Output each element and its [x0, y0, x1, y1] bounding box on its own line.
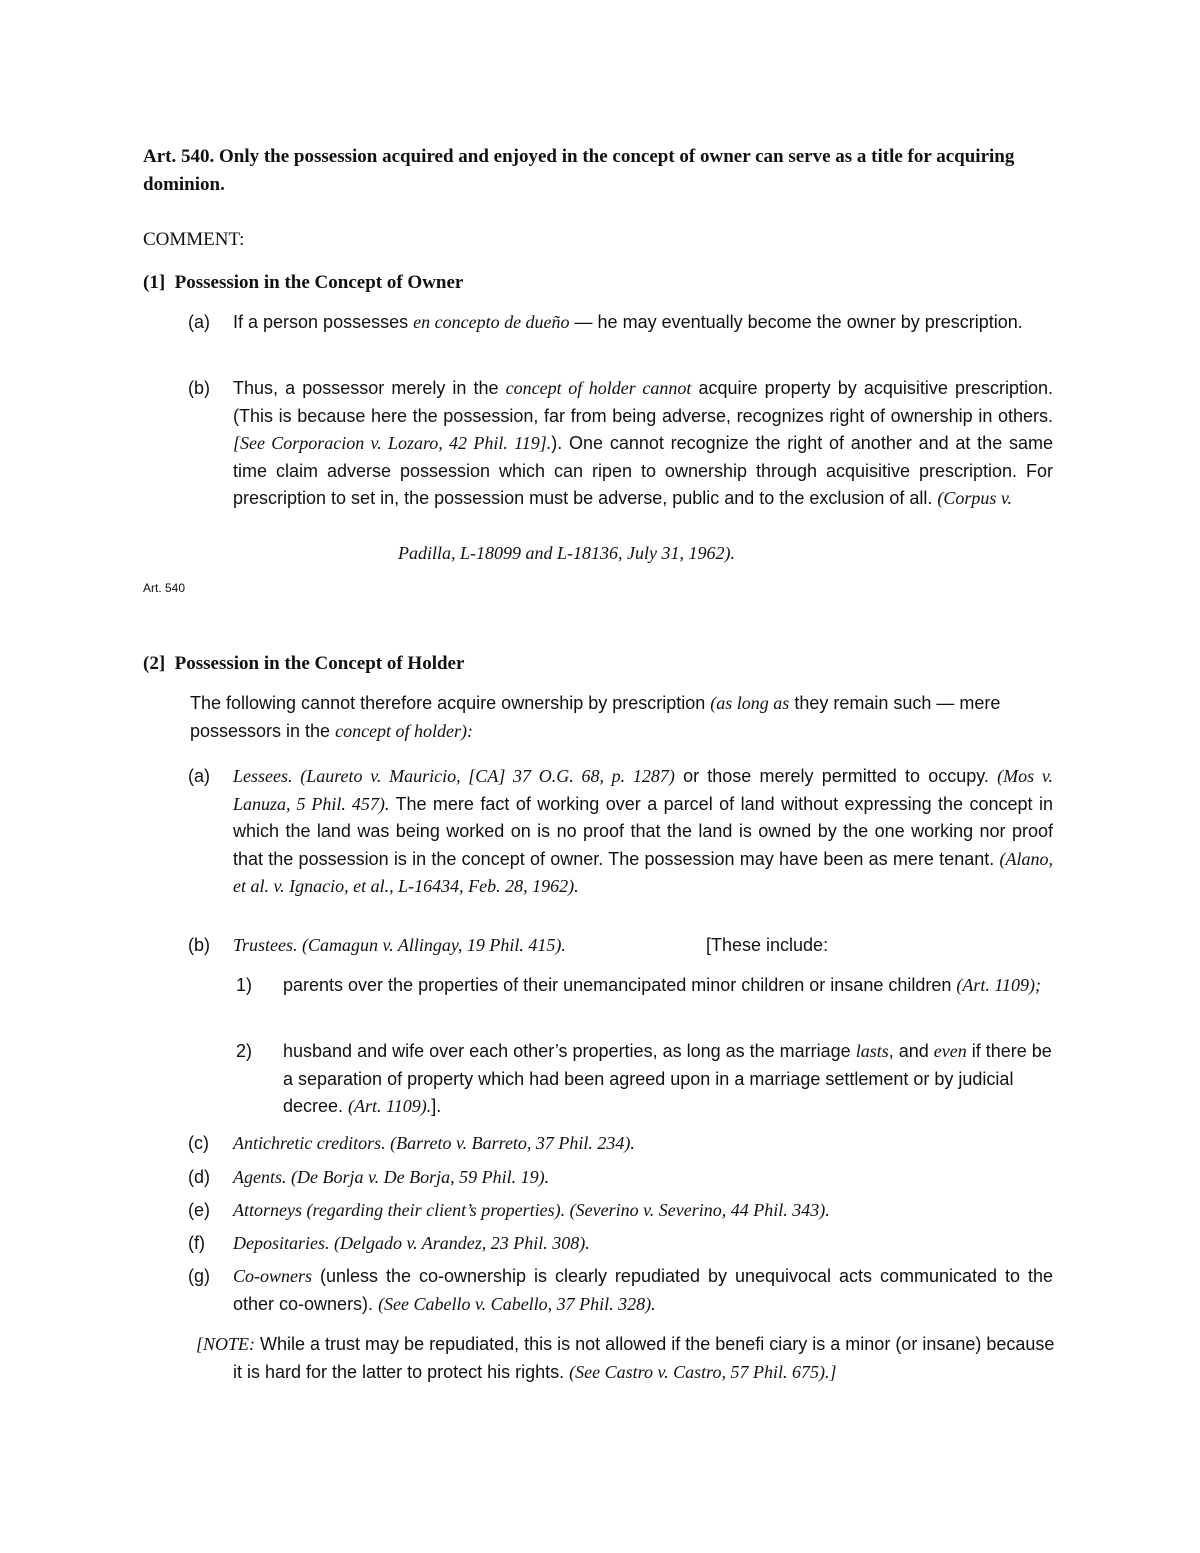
item-2g-label: (g)	[188, 1266, 210, 1286]
comment-label: COMMENT:	[143, 229, 245, 250]
item-1a-label: (a)	[188, 312, 210, 332]
sub-1-text: parents over the properties of their unemancipated minor children or insane children (Art. 1109);	[283, 975, 1042, 995]
sub-2-text: husband and wife over each other’s properties, as long as the marriage lasts, and even if there be a separation of property which had been agreed upon in a marriage settlement or by judicial decree. (Art. 1109).].	[283, 1041, 1052, 1116]
item-2e-label: (e)	[188, 1200, 210, 1220]
item-2a-label: (a)	[188, 766, 210, 786]
item-2b-label: (b)	[188, 935, 210, 955]
item-2e-text: Attorneys (regarding their client’s properties). (Severino v. Severino, 44 Phil. 343).	[233, 1200, 830, 1220]
item-2d-text: Agents. (De Borja v. De Borja, 59 Phil. 19).	[233, 1167, 550, 1187]
section2-heading	[143, 653, 464, 675]
item-2g-text: Co-owners (unless the co-ownership is clearly repudiated by unequivocal acts communicated to the other co-owners). (See Cabello v. Cabello, 37 Phil. 328).	[233, 1266, 1053, 1314]
sub-1-label: 1)	[236, 975, 253, 995]
section1-title: Possession in the Concept of Owner	[174, 272, 464, 293]
item-1a-text: If a person possesses en concepto de dueño — he may eventually become the owner by prescription.	[233, 312, 1023, 332]
item-2b-text: Trustees. (Camagun v. Allingay, 19 Phil. 415).	[233, 935, 566, 955]
item-2f-text: Depositaries. (Delgado v. Arandez, 23 Phil. 308).	[233, 1233, 590, 1253]
item-2c-text: Antichretic creditors. (Barreto v. Barreto, 37 Phil. 234).	[233, 1133, 635, 1153]
item-1b-text: Thus, a possessor merely in the concept of holder cannot acquire property by acquisitive prescription. (This is because here the possession, far from being adverse, recognizes right of ownership in others. [See Corporacion v. Lozaro, 42 Phil. 119].). One cannot recognize the right of another and at the same time claim adverse possession which can ripen to ownership through acquisitive prescription. For prescription to set in, the possession must be adverse, public and to the exclusion of all. (Corpus v.	[233, 378, 1053, 508]
section1-number: (1]	[143, 272, 166, 293]
section2-intro: The following cannot therefore acquire ownership by prescription (as long as they remain such — mere possessors in the concept of holder):	[190, 693, 1001, 741]
item-2f-label: (f)	[188, 1233, 205, 1253]
item-2b-include: [These include:	[706, 935, 829, 955]
item-2d-label: (d)	[188, 1167, 210, 1187]
section2-number: (2]	[143, 653, 166, 674]
article-heading: Art. 540. Only the possession acquired and enjoyed in the concept of owner can serve as a title for acquiring dominion.	[143, 146, 1015, 195]
running-head: Art. 540	[143, 581, 186, 595]
item-1b-label: (b)	[188, 378, 210, 398]
section2-title: Possession in the Concept of Holder	[174, 653, 465, 674]
section1-heading	[143, 272, 463, 294]
item-2c-label: (c)	[188, 1133, 209, 1153]
item-2a-text: Lessees. (Laureto v. Mauricio, [CA] 37 O.G. 68, p. 1287) or those merely permitted to occupy. (Mos v. Lanuza, 5 Phil. 457). The mere fact of working over a parcel of land without expressing the concept in which the land was being worked on is no proof that the land is owned by the one working nor proof that the possession is in the concept of owner. The possession may have been as mere tenant. (Alano, et al. v. Ignacio, et al., L-16434, Feb. 28, 1962).	[233, 766, 1053, 896]
note-text: [NOTE: While a trust may be repudiated, this is not allowed if the benefi ciary is a minor (or insane) because it is hard for the latter to protect his rights. (See Castro v. Castro, 57 Phil. 675).]	[196, 1334, 1055, 1382]
sub-2-label: 2)	[236, 1041, 253, 1061]
item-1b-citation-cont: Padilla, L-18099 and L-18136, July 31, 1962).	[398, 543, 735, 563]
